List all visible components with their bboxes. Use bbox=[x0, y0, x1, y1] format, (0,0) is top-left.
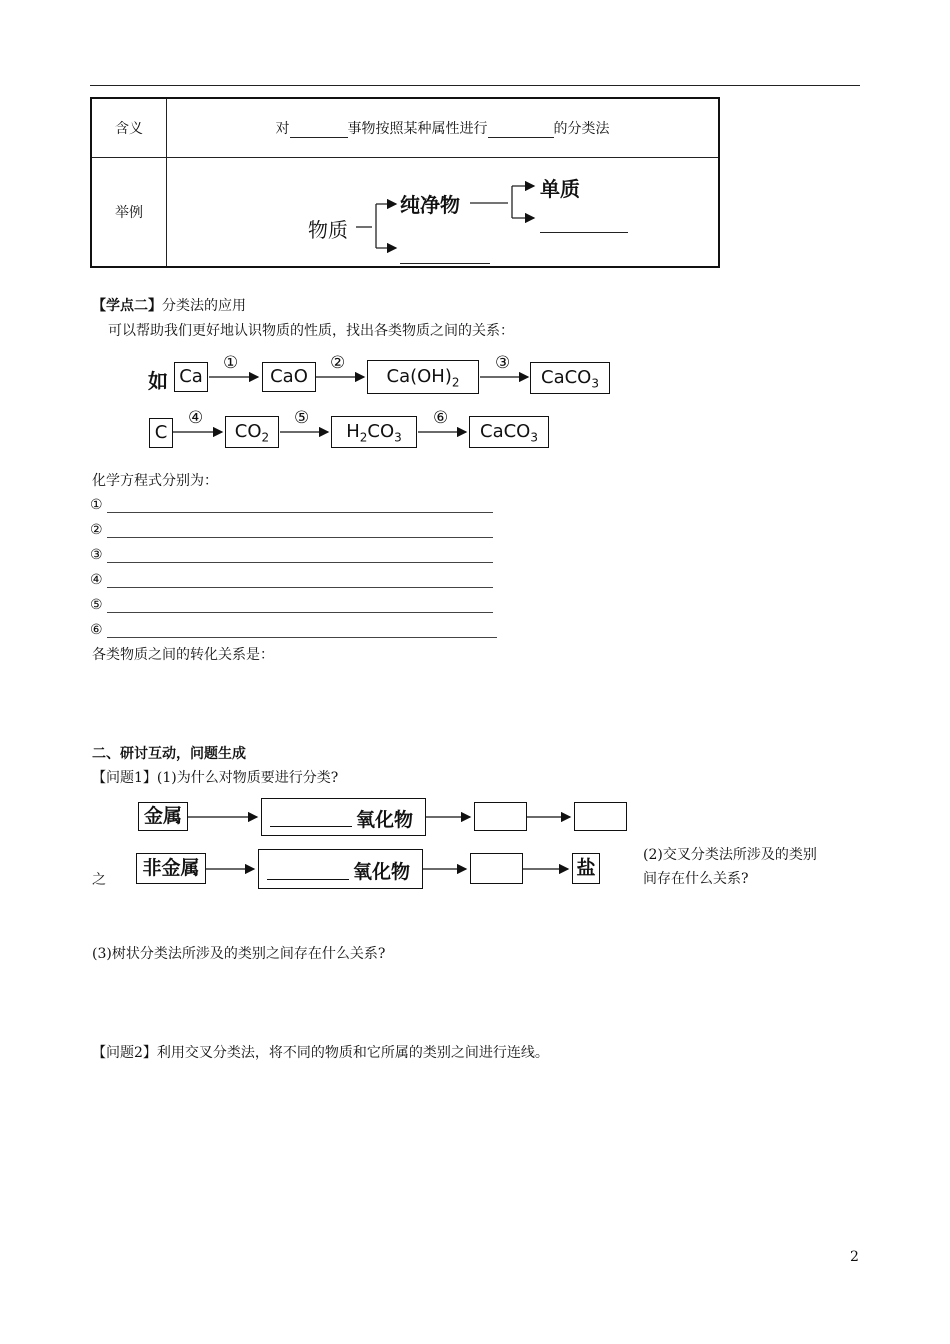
question-2: 【问题2】利用交叉分类法，将不同的物质和它所属的类别之间进行连线。 bbox=[92, 1045, 549, 1061]
metal-box: 金属 bbox=[138, 802, 188, 831]
step-2: ② bbox=[330, 353, 346, 373]
metal-empty-box-1[interactable] bbox=[474, 802, 527, 831]
chain2-co2: $CO_2$ bbox=[225, 416, 279, 448]
intro-text: 可以帮助我们更好地认识物质的性质，找出各类物质之间的关系： bbox=[108, 323, 514, 339]
eq-mark-5: ⑤ bbox=[90, 597, 103, 613]
eq-mark-6: ⑥ bbox=[90, 622, 103, 638]
step-1: ① bbox=[223, 353, 239, 373]
equation-heading: 化学方程式分别为： bbox=[92, 473, 218, 489]
metal-oxide-box bbox=[261, 798, 426, 836]
chain1-ca: Ca bbox=[174, 362, 208, 392]
metal-empty-box-2[interactable] bbox=[574, 802, 627, 831]
tree-root-label: 物质 bbox=[308, 218, 348, 242]
nonmetal-oxide-label: 氧化物 bbox=[353, 861, 411, 883]
section3-heading: 二、研讨互动，问题生成 bbox=[92, 746, 246, 762]
heading-text: 分类法的应用 bbox=[162, 298, 246, 314]
nonmetal-oxide-box bbox=[258, 849, 423, 889]
tree-leaf-label: 单质 bbox=[540, 177, 580, 201]
meaning-text-b: 事物按照某种属性进行 bbox=[347, 120, 488, 137]
eq-mark-2: ② bbox=[90, 522, 103, 538]
metal-oxide-label: 氧化物 bbox=[356, 809, 414, 831]
question-1-3: (3)树状分类法所涉及的类别之间存在什么关系? bbox=[92, 946, 386, 962]
zhi-char: 之 bbox=[92, 872, 106, 888]
section-heading-xuedian2 bbox=[92, 296, 246, 316]
nonmetal-oxide-blank[interactable] bbox=[267, 879, 349, 880]
meaning-text-a: 对 bbox=[275, 120, 290, 137]
chain1-caco3: CaCO$_3$ bbox=[530, 362, 610, 394]
eq-line-3[interactable] bbox=[107, 562, 493, 563]
chain2-caco3: CaCO$_3$ bbox=[469, 416, 549, 448]
row-label-meaning: 含义 bbox=[91, 98, 167, 157]
eq-line-6[interactable] bbox=[107, 637, 497, 638]
nonmetal-empty-box[interactable] bbox=[470, 853, 523, 884]
relation-text: 各类物质之间的转化关系是： bbox=[92, 647, 274, 663]
eq-line-4[interactable] bbox=[107, 587, 493, 588]
step-3: ③ bbox=[495, 353, 511, 373]
eq-mark-3: ③ bbox=[90, 547, 103, 563]
tree-mid-label: 纯净物 bbox=[400, 193, 460, 217]
eq-line-2[interactable] bbox=[107, 537, 493, 538]
ru-label: 如 bbox=[148, 369, 168, 393]
eq-line-5[interactable] bbox=[107, 612, 493, 613]
heading-bracket: 【学点二】 bbox=[92, 298, 162, 314]
nonmetal-box: 非金属 bbox=[136, 853, 206, 884]
salt-box: 盐 bbox=[572, 853, 600, 884]
chain2-c: C bbox=[149, 418, 173, 448]
page-number: 2 bbox=[850, 1249, 859, 1265]
meaning-text-c: 的分类法 bbox=[553, 120, 610, 137]
question-1-2-line1: (2)交叉分类法所涉及的类别 bbox=[643, 847, 817, 863]
step-4: ④ bbox=[188, 408, 204, 428]
eq-mark-4: ④ bbox=[90, 572, 103, 588]
question-1-2-line2: 间存在什么关系? bbox=[643, 871, 749, 887]
chain1-cao: CaO bbox=[262, 362, 316, 392]
chain1-caoh2: $Ca(OH)_2$ bbox=[367, 360, 479, 394]
chain2-h2co3: $H_2CO_3$ bbox=[331, 416, 417, 448]
metal-oxide-blank[interactable] bbox=[270, 826, 352, 827]
question-1: 【问题1】(1)为什么对物质要进行分类? bbox=[92, 770, 339, 786]
step-6: ⑥ bbox=[433, 408, 449, 428]
step-5: ⑤ bbox=[294, 408, 310, 428]
row-label-example: 举例 bbox=[91, 157, 167, 267]
eq-mark-1: ① bbox=[90, 497, 103, 513]
eq-line-1[interactable] bbox=[107, 512, 493, 513]
